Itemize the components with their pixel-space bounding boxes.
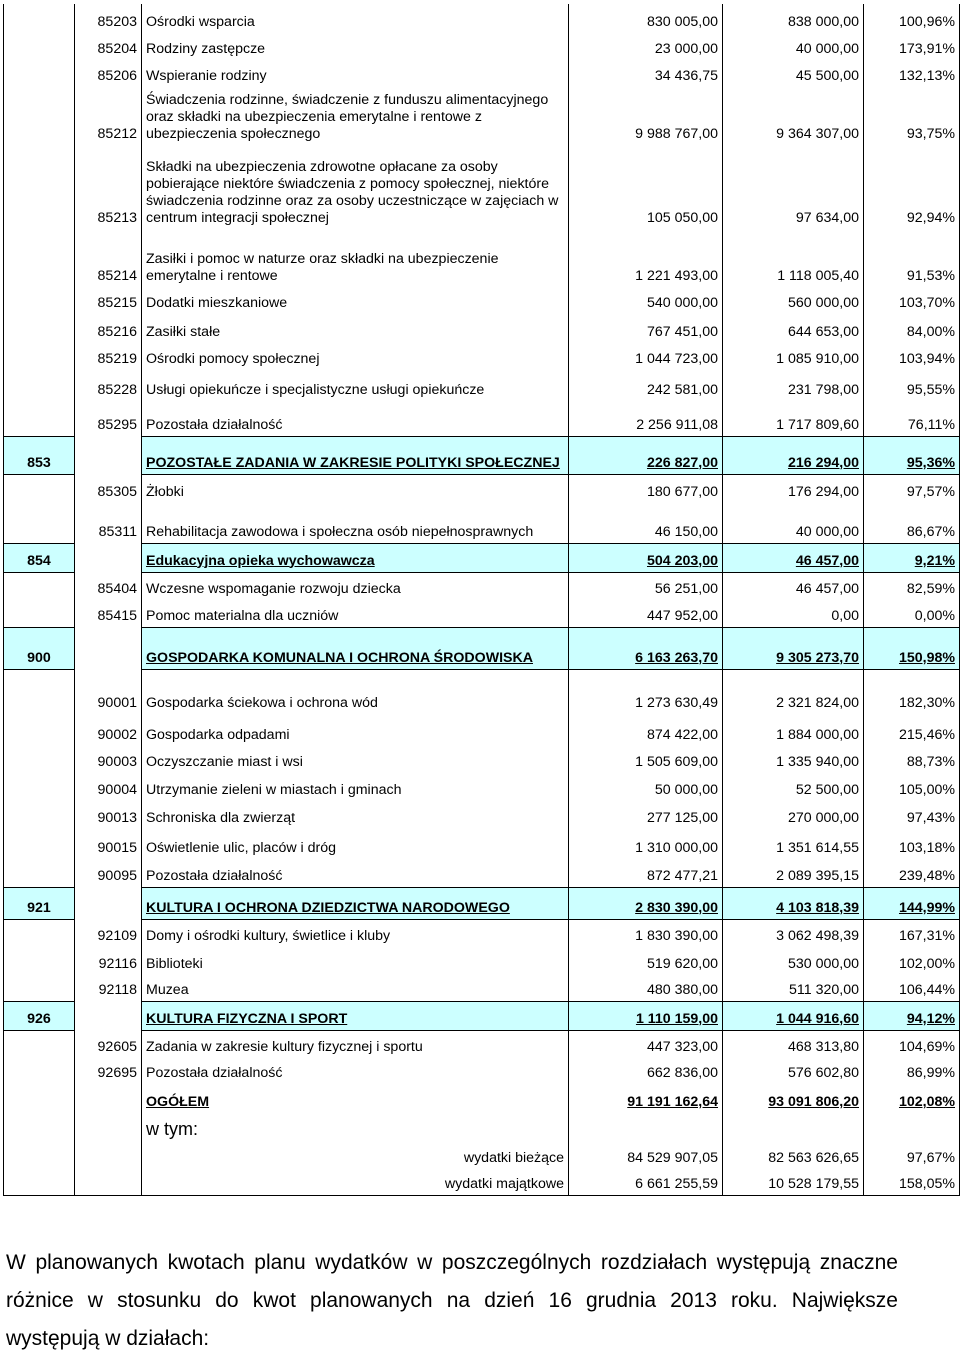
percent-value: 239,48% — [864, 859, 960, 887]
table-row — [4, 1030, 960, 1058]
dzial-code — [4, 401, 75, 436]
plan-start-value: 519 620,00 — [569, 947, 723, 975]
item-name: Rodziny zastępcze — [142, 33, 569, 60]
paragraph-line: różnice w stosunku do kwot planowanych na dzień 16 grudnia 2013 roku. Największe — [6, 1289, 898, 1312]
plan-end-value: 838 000,00 — [723, 4, 864, 33]
table-row — [4, 746, 960, 773]
dzial-code — [4, 314, 75, 343]
percent-value: 95,55% — [864, 370, 960, 401]
dzial-code — [4, 773, 75, 801]
dzial-code — [4, 1113, 75, 1140]
rozdzial-code: 85404 — [75, 572, 142, 600]
table-row — [4, 314, 960, 343]
table-row — [4, 572, 960, 600]
plan-start-value: 1 830 390,00 — [569, 919, 723, 947]
item-name: Pomoc materialna dla uczniów — [142, 600, 569, 627]
dzial-code — [4, 229, 75, 287]
plan-end-value: 1 044 916,60 — [723, 1001, 864, 1030]
item-name: Zasiłki i pomoc w naturze oraz składki na ubezpieczenie emerytalne i rentowe — [142, 229, 569, 287]
plan-end-value: 46 457,00 — [723, 543, 864, 572]
rozdzial-code: 85219 — [75, 343, 142, 370]
plan-end-value: 468 313,80 — [723, 1030, 864, 1058]
dzial-code — [4, 600, 75, 627]
table-row — [4, 4, 960, 33]
table-row — [4, 87, 960, 145]
percent-value: 93,75% — [864, 87, 960, 145]
percent-value: 144,99% — [864, 887, 960, 919]
table-row — [4, 714, 960, 746]
rozdzial-code — [75, 1140, 142, 1169]
dzial-code: 854 — [4, 543, 75, 572]
plan-start-value: 6 661 255,59 — [569, 1169, 723, 1195]
rozdzial-code: 85203 — [75, 4, 142, 33]
rozdzial-code: 92605 — [75, 1030, 142, 1058]
rozdzial-code — [75, 436, 142, 474]
item-name: OGÓŁEM — [142, 1084, 569, 1113]
plan-end-value: 511 320,00 — [723, 975, 864, 1001]
summary-paragraph — [6, 1244, 898, 1358]
section-row — [4, 887, 960, 919]
percent-value: 167,31% — [864, 919, 960, 947]
percent-value: 76,11% — [864, 401, 960, 436]
table-row — [4, 600, 960, 627]
rozdzial-code: 85215 — [75, 287, 142, 314]
item-name: KULTURA FIZYCZNA I SPORT — [142, 1001, 569, 1030]
rozdzial-code: 85295 — [75, 401, 142, 436]
table-row — [4, 60, 960, 87]
dzial-code — [4, 572, 75, 600]
plan-start-value: 1 110 159,00 — [569, 1001, 723, 1030]
plan-start-value: 84 529 907,05 — [569, 1140, 723, 1169]
plan-end-value: 0,00 — [723, 600, 864, 627]
plan-end-value: 97 634,00 — [723, 145, 864, 229]
dzial-code — [4, 1169, 75, 1195]
plan-start-value: 23 000,00 — [569, 33, 723, 60]
percent-value: 158,05% — [864, 1169, 960, 1195]
item-name: GOSPODARKA KOMUNALNA I OCHRONA ŚRODOWISKA — [142, 627, 569, 669]
plan-start-value: 50 000,00 — [569, 773, 723, 801]
plan-start-value: 9 988 767,00 — [569, 87, 723, 145]
item-name: Pozostała działalność — [142, 859, 569, 887]
dzial-code — [4, 1084, 75, 1113]
plan-end-value: 530 000,00 — [723, 947, 864, 975]
percent-value: 97,43% — [864, 801, 960, 829]
rozdzial-code: 85228 — [75, 370, 142, 401]
plan-end-value: 9 364 307,00 — [723, 87, 864, 145]
percent-value: 97,57% — [864, 474, 960, 503]
dzial-code — [4, 919, 75, 947]
rozdzial-code: 85206 — [75, 60, 142, 87]
plan-start-value: 872 477,21 — [569, 859, 723, 887]
percent-value: 0,00% — [864, 600, 960, 627]
plan-end-value — [723, 1113, 864, 1140]
section-row — [4, 543, 960, 572]
rozdzial-code: 90013 — [75, 801, 142, 829]
plan-start-value: 1 044 723,00 — [569, 343, 723, 370]
item-name: Biblioteki — [142, 947, 569, 975]
rozdzial-code — [75, 1084, 142, 1113]
plan-end-value: 270 000,00 — [723, 801, 864, 829]
dzial-code — [4, 669, 75, 714]
item-name: Utrzymanie zieleni w miastach i gminach — [142, 773, 569, 801]
percent-value: 102,00% — [864, 947, 960, 975]
plan-start-value: 874 422,00 — [569, 714, 723, 746]
item-name: Świadczenia rodzinne, świadczenie z funduszu alimentacyjnego oraz składki na ubezpieczenia emerytalne i rentowe z ubezpieczenia społecznego — [142, 87, 569, 145]
percent-value: 82,59% — [864, 572, 960, 600]
plan-start-value: 2 256 911,08 — [569, 401, 723, 436]
plan-start-value: 1 310 000,00 — [569, 829, 723, 859]
dzial-code — [4, 801, 75, 829]
item-name: Pozostała działalność — [142, 401, 569, 436]
percent-value: 106,44% — [864, 975, 960, 1001]
dzial-code: 853 — [4, 436, 75, 474]
percent-value: 84,00% — [864, 314, 960, 343]
plan-end-value: 2 321 824,00 — [723, 669, 864, 714]
percent-value: 86,67% — [864, 503, 960, 543]
rozdzial-code: 85212 — [75, 87, 142, 145]
dzial-code — [4, 746, 75, 773]
dzial-code — [4, 859, 75, 887]
percent-value: 92,94% — [864, 145, 960, 229]
plan-start-value: 56 251,00 — [569, 572, 723, 600]
table-row — [4, 401, 960, 436]
rozdzial-code — [75, 627, 142, 669]
plan-start-value: 242 581,00 — [569, 370, 723, 401]
rozdzial-code: 85216 — [75, 314, 142, 343]
budget-table-body — [4, 4, 960, 1195]
dzial-code: 926 — [4, 1001, 75, 1030]
plan-start-value: 830 005,00 — [569, 4, 723, 33]
rozdzial-code: 90004 — [75, 773, 142, 801]
plan-start-value — [569, 1113, 723, 1140]
percent-value: 9,21% — [864, 543, 960, 572]
plan-end-value: 231 798,00 — [723, 370, 864, 401]
plan-start-value: 226 827,00 — [569, 436, 723, 474]
rozdzial-code: 92116 — [75, 947, 142, 975]
rozdzial-code: 85305 — [75, 474, 142, 503]
table-row — [4, 859, 960, 887]
dzial-code — [4, 4, 75, 33]
plan-end-value: 216 294,00 — [723, 436, 864, 474]
total-row — [4, 1084, 960, 1113]
plan-end-value: 644 653,00 — [723, 314, 864, 343]
item-name: Domy i ośrodki kultury, świetlice i kluby — [142, 919, 569, 947]
rozdzial-code: 90002 — [75, 714, 142, 746]
rozdzial-code — [75, 543, 142, 572]
percent-value: 103,94% — [864, 343, 960, 370]
plan-start-value: 91 191 162,64 — [569, 1084, 723, 1113]
plan-end-value: 9 305 273,70 — [723, 627, 864, 669]
table-row — [4, 801, 960, 829]
plan-end-value: 10 528 179,55 — [723, 1169, 864, 1195]
table-row — [4, 947, 960, 975]
plan-end-value: 1 085 910,00 — [723, 343, 864, 370]
dzial-code — [4, 87, 75, 145]
plan-end-value: 45 500,00 — [723, 60, 864, 87]
budget-table — [3, 4, 960, 1196]
plan-end-value: 1 717 809,60 — [723, 401, 864, 436]
paragraph-line: występują w działach: — [6, 1327, 210, 1350]
plan-end-value: 1 118 005,40 — [723, 229, 864, 287]
rozdzial-code: 90001 — [75, 669, 142, 714]
paragraph-line: W planowanych kwotach planu wydatków w poszczególnych rozdziałach występują znaczne — [6, 1251, 898, 1274]
dzial-code — [4, 145, 75, 229]
item-name: w tym: — [142, 1113, 569, 1140]
dzial-code — [4, 343, 75, 370]
plan-end-value: 176 294,00 — [723, 474, 864, 503]
rozdzial-code — [75, 1169, 142, 1195]
percent-value: 91,53% — [864, 229, 960, 287]
dzial-code — [4, 370, 75, 401]
table-row — [4, 229, 960, 287]
plan-end-value: 4 103 818,39 — [723, 887, 864, 919]
item-name: Schroniska dla zwierząt — [142, 801, 569, 829]
rozdzial-code: 90003 — [75, 746, 142, 773]
dzial-code — [4, 1030, 75, 1058]
item-name: Edukacyjna opieka wychowawcza — [142, 543, 569, 572]
rozdzial-code — [75, 887, 142, 919]
percent-value: 150,98% — [864, 627, 960, 669]
table-row — [4, 1169, 960, 1195]
item-name: Oświetlenie ulic, placów i dróg — [142, 829, 569, 859]
plan-end-value: 93 091 806,20 — [723, 1084, 864, 1113]
percent-value: 173,91% — [864, 33, 960, 60]
percent-value: 103,18% — [864, 829, 960, 859]
rozdzial-code: 90095 — [75, 859, 142, 887]
table-row — [4, 474, 960, 503]
item-name: Zasiłki stałe — [142, 314, 569, 343]
table-row — [4, 1113, 960, 1140]
rozdzial-code — [75, 1001, 142, 1030]
plan-start-value: 1 221 493,00 — [569, 229, 723, 287]
percent-value: 86,99% — [864, 1058, 960, 1084]
plan-end-value: 1 884 000,00 — [723, 714, 864, 746]
item-name: Żłobki — [142, 474, 569, 503]
dzial-code: 900 — [4, 627, 75, 669]
item-name: Muzea — [142, 975, 569, 1001]
item-name: wydatki bieżące — [142, 1140, 569, 1169]
plan-start-value: 277 125,00 — [569, 801, 723, 829]
percent-value: 182,30% — [864, 669, 960, 714]
dzial-code — [4, 60, 75, 87]
table-row — [4, 370, 960, 401]
dzial-code — [4, 287, 75, 314]
percent-value: 132,13% — [864, 60, 960, 87]
table-row — [4, 669, 960, 714]
rozdzial-code: 92695 — [75, 1058, 142, 1084]
plan-end-value: 52 500,00 — [723, 773, 864, 801]
plan-start-value: 447 323,00 — [569, 1030, 723, 1058]
item-name: Oczyszczanie miast i wsi — [142, 746, 569, 773]
item-name: Usługi opiekuńcze i specjalistyczne usługi opiekuńcze — [142, 370, 569, 401]
table-row — [4, 287, 960, 314]
section-row — [4, 1001, 960, 1030]
item-name: Ośrodki pomocy społecznej — [142, 343, 569, 370]
item-name: Zadania w zakresie kultury fizycznej i sportu — [142, 1030, 569, 1058]
dzial-code — [4, 947, 75, 975]
dzial-code — [4, 503, 75, 543]
rozdzial-code: 85311 — [75, 503, 142, 543]
item-name: Wspieranie rodziny — [142, 60, 569, 87]
item-name: Wczesne wspomaganie rozwoju dziecka — [142, 572, 569, 600]
plan-start-value: 6 163 263,70 — [569, 627, 723, 669]
table-row — [4, 975, 960, 1001]
item-name: Składki na ubezpieczenia zdrowotne opłacane za osoby pobierające niektóre świadczenia z pomocy społecznej, niektóre świadczenia rodzinne oraz za osoby uczestniczące w zajęciach w centrum integracji społecznej — [142, 145, 569, 229]
rozdzial-code: 90015 — [75, 829, 142, 859]
plan-end-value: 1 351 614,55 — [723, 829, 864, 859]
item-name: Rehabilitacja zawodowa i społeczna osób niepełnosprawnych — [142, 503, 569, 543]
dzial-code — [4, 714, 75, 746]
item-name: KULTURA I OCHRONA DZIEDZICTWA NARODOWEGO — [142, 887, 569, 919]
item-name: wydatki majątkowe — [142, 1169, 569, 1195]
dzial-code — [4, 33, 75, 60]
table-row — [4, 829, 960, 859]
rozdzial-code: 85213 — [75, 145, 142, 229]
plan-start-value: 504 203,00 — [569, 543, 723, 572]
item-name: POZOSTAŁE ZADANIA W ZAKRESIE POLITYKI SPOŁECZNEJ — [142, 436, 569, 474]
percent-value — [864, 1113, 960, 1140]
dzial-code — [4, 1058, 75, 1084]
plan-start-value: 46 150,00 — [569, 503, 723, 543]
percent-value: 104,69% — [864, 1030, 960, 1058]
dzial-code — [4, 829, 75, 859]
percent-value: 105,00% — [864, 773, 960, 801]
plan-end-value: 46 457,00 — [723, 572, 864, 600]
plan-start-value: 767 451,00 — [569, 314, 723, 343]
item-name: Gospodarka odpadami — [142, 714, 569, 746]
dzial-code — [4, 975, 75, 1001]
rozdzial-code: 85415 — [75, 600, 142, 627]
table-row — [4, 503, 960, 543]
item-name: Pozostała działalność — [142, 1058, 569, 1084]
rozdzial-code: 85214 — [75, 229, 142, 287]
rozdzial-code — [75, 1113, 142, 1140]
percent-value: 97,67% — [864, 1140, 960, 1169]
plan-start-value: 105 050,00 — [569, 145, 723, 229]
dzial-code: 921 — [4, 887, 75, 919]
item-name: Gospodarka ściekowa i ochrona wód — [142, 669, 569, 714]
plan-start-value: 180 677,00 — [569, 474, 723, 503]
table-row — [4, 1140, 960, 1169]
percent-value: 95,36% — [864, 436, 960, 474]
dzial-code — [4, 474, 75, 503]
table-row — [4, 33, 960, 60]
plan-start-value: 447 952,00 — [569, 600, 723, 627]
rozdzial-code: 85204 — [75, 33, 142, 60]
percent-value: 100,96% — [864, 4, 960, 33]
plan-end-value: 1 335 940,00 — [723, 746, 864, 773]
plan-end-value: 40 000,00 — [723, 503, 864, 543]
percent-value: 94,12% — [864, 1001, 960, 1030]
item-name: Ośrodki wsparcia — [142, 4, 569, 33]
table-row — [4, 145, 960, 229]
plan-end-value: 82 563 626,65 — [723, 1140, 864, 1169]
plan-end-value: 560 000,00 — [723, 287, 864, 314]
rozdzial-code: 92118 — [75, 975, 142, 1001]
dzial-code — [4, 1140, 75, 1169]
table-row — [4, 1058, 960, 1084]
plan-start-value: 662 836,00 — [569, 1058, 723, 1084]
plan-end-value: 576 602,80 — [723, 1058, 864, 1084]
percent-value: 102,08% — [864, 1084, 960, 1113]
plan-start-value: 480 380,00 — [569, 975, 723, 1001]
percent-value: 103,70% — [864, 287, 960, 314]
plan-end-value: 40 000,00 — [723, 33, 864, 60]
plan-start-value: 34 436,75 — [569, 60, 723, 87]
plan-end-value: 3 062 498,39 — [723, 919, 864, 947]
section-row — [4, 436, 960, 474]
plan-start-value: 540 000,00 — [569, 287, 723, 314]
section-row — [4, 627, 960, 669]
rozdzial-code: 92109 — [75, 919, 142, 947]
plan-start-value: 1 505 609,00 — [569, 746, 723, 773]
table-row — [4, 919, 960, 947]
table-row — [4, 773, 960, 801]
plan-start-value: 1 273 630,49 — [569, 669, 723, 714]
item-name: Dodatki mieszkaniowe — [142, 287, 569, 314]
percent-value: 215,46% — [864, 714, 960, 746]
percent-value: 88,73% — [864, 746, 960, 773]
table-row — [4, 343, 960, 370]
plan-start-value: 2 830 390,00 — [569, 887, 723, 919]
plan-end-value: 2 089 395,15 — [723, 859, 864, 887]
